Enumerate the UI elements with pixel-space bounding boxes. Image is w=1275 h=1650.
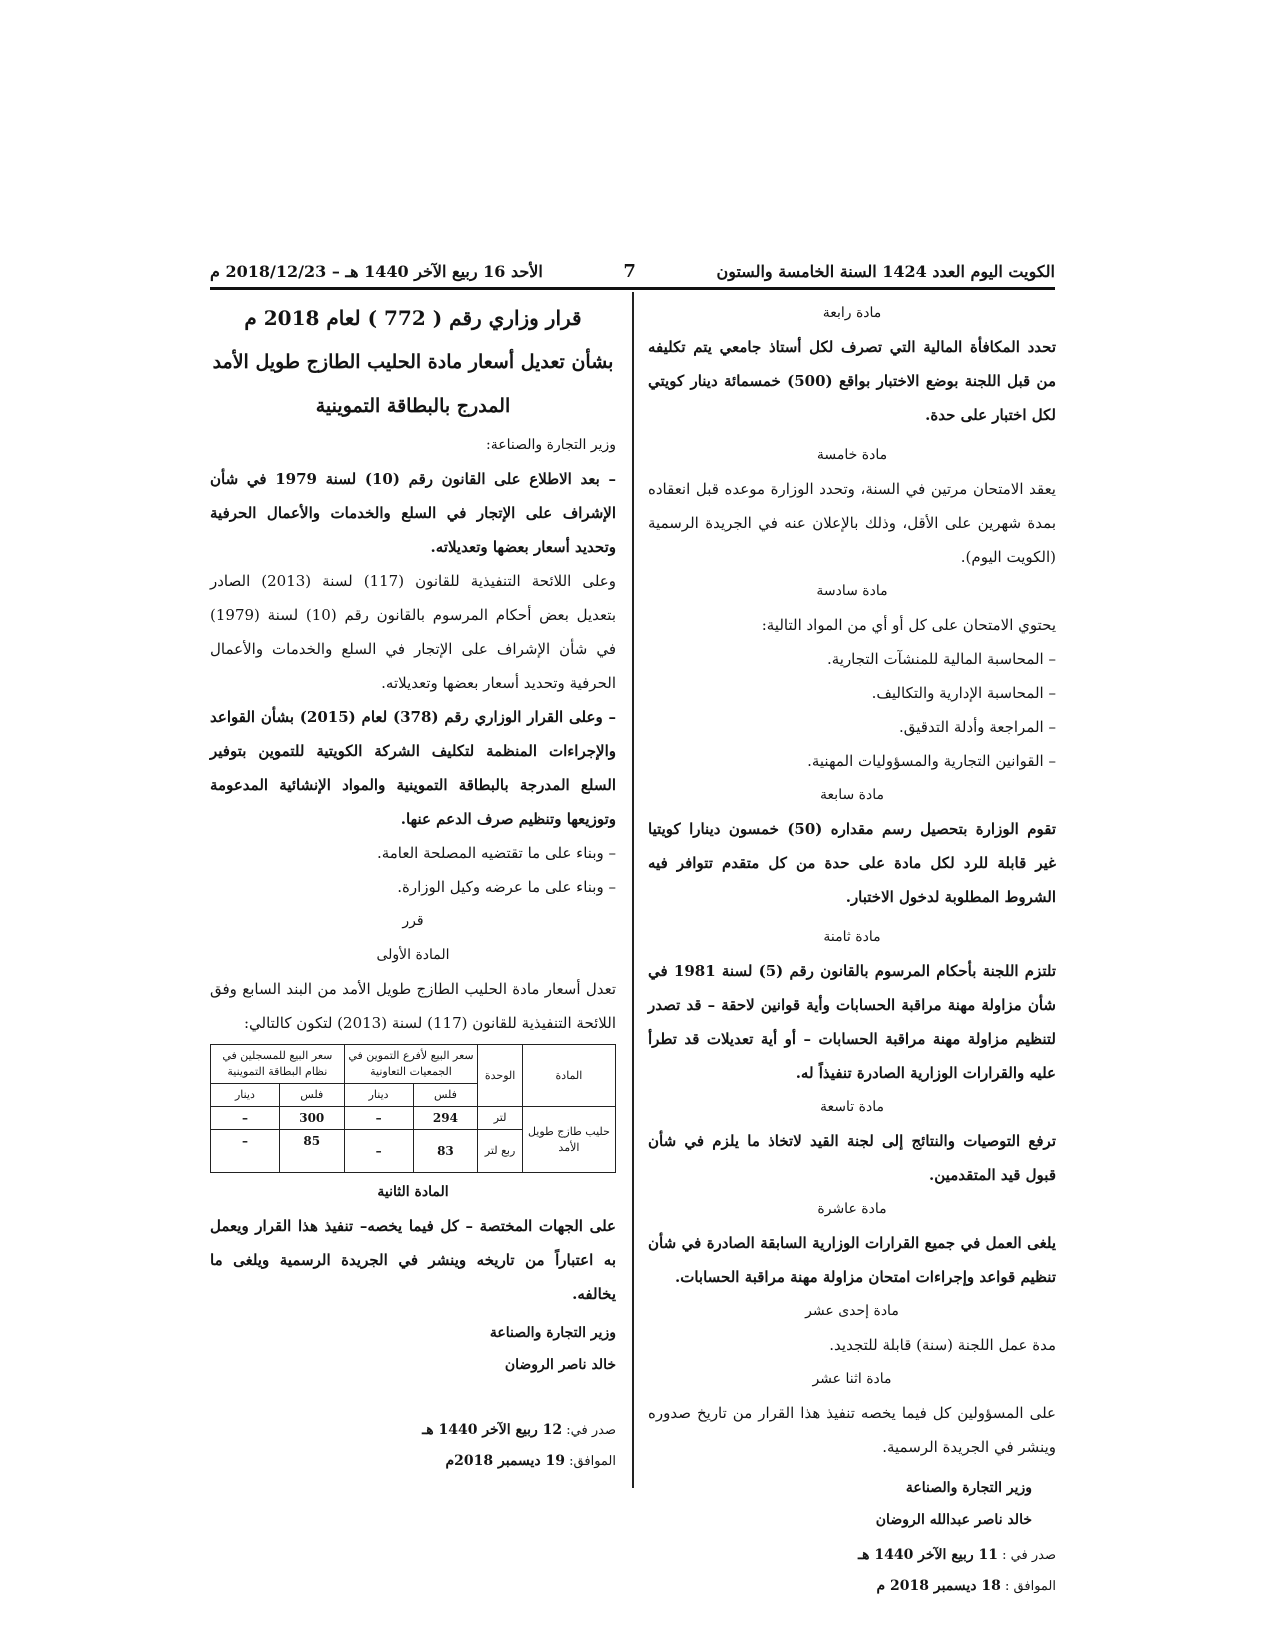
issued-gregorian-date: 19 ديسمبر 2018م xyxy=(445,1453,565,1469)
right-column xyxy=(648,296,1056,1602)
preamble-law-10: – بعد الاطلاع على القانون رقم (10) لسنة 1979 في شأن الإشراف على الإتجار في السلع والخدمات والأعمال الحرفية وتحديد أسعار بعضها وتعديلاته. xyxy=(210,470,616,556)
issue-dates xyxy=(648,1540,1056,1602)
minister-line: وزير التجارة والصناعة: xyxy=(486,437,616,453)
table-header-unit: الوحدة xyxy=(478,1045,523,1107)
article-6-item: – المراجعة وأدلة التدقيق. xyxy=(898,718,1056,736)
article-11-text: مدة عمل اللجنة (سنة) قابلة للتجديد. xyxy=(829,1336,1056,1354)
article-6-item: – المحاسبة المالية للمنشآت التجارية. xyxy=(826,650,1056,668)
table-header-coop-price: سعر البيع لأفرع التموين في الجمعيات التعاونية xyxy=(344,1045,478,1084)
article-11-heading: مادة إحدى عشر xyxy=(805,1303,899,1319)
preamble-undersecretary: – وبناء على ما عرضه وكيل الوزارة. xyxy=(397,878,616,896)
signature-name: خالد ناصر عبدالله الروضان xyxy=(875,1512,1032,1528)
issued-label: صدر في: xyxy=(566,1423,616,1438)
article-6-item: – المحاسبة الإدارية والتكاليف. xyxy=(871,684,1056,702)
article-10-text: يلغى العمل في جميع القرارات الوزارية السابقة الصادرة في شأن تنظيم قواعد وإجراءات امتحان مزاولة مهنة مراقبة الحسابات. xyxy=(648,1234,1056,1286)
article-6-heading: مادة سادسة xyxy=(816,583,888,599)
decision-subject: بشأن تعديل أسعار مادة الحليب الطازج طويل الأمد xyxy=(212,351,614,373)
signature-name: خالد ناصر الروضان xyxy=(504,1357,616,1373)
table-header-item: المادة xyxy=(522,1045,615,1107)
issued-hijri-date: 12 ربيع الآخر 1440 هـ xyxy=(422,1422,563,1438)
preamble-decision-378: – وعلى القرار الوزاري رقم (378) لعام (2015) بشأن القواعد والإجراءات المنظمة لتكليف الشركة الكويتية للتموين بتوفير السلع المدرجة بالبطاقة التموينية والمواد الإنشائية المدعومة وتوزيعها وتنظيم صرف الدعم عنها. xyxy=(210,708,616,828)
table-item-name: حليب طازج طويل الأمد xyxy=(522,1107,615,1173)
table-cell-unit: ربع لتر xyxy=(478,1130,523,1173)
article-9-text: ترفع التوصيات والنتائج إلى لجنة القيد لاتخاذ ما يلزم في شأن قبول قيد المتقدمين. xyxy=(648,1132,1056,1184)
article-2-text: على الجهات المختصة – كل فيما يخصه– تنفيذ هذا القرار ويعمل به اعتباراً من تاريخه وينشر في الجريدة الرسمية ويلغى ما يخالفه. xyxy=(210,1217,616,1303)
table-cell-ration-dinar: – xyxy=(211,1107,280,1130)
article-5-text: يعقد الامتحان مرتين في السنة، وتحدد الوزارة موعده قبل انعقاده بمدة شهرين على الأقل، وذلك بالإعلان عنه في الجريدة الرسمية (الكويت اليوم). xyxy=(648,480,1056,566)
page-number: 7 xyxy=(623,260,636,282)
table-subheader-fils: فلس xyxy=(413,1084,478,1107)
table-subheader-fils: فلس xyxy=(279,1084,344,1107)
table-cell-ration-fils: 300 xyxy=(279,1107,344,1130)
article-4-heading: مادة رابعة xyxy=(822,305,882,321)
table-header-ration-price: سعر البيع للمسجلين في نظام البطاقة التموينية xyxy=(211,1045,345,1084)
article-10-heading: مادة عاشرة xyxy=(817,1201,887,1217)
preamble-regulation-117: وعلى اللائحة التنفيذية للقانون (117) لسنة (2013) الصادر بتعديل بعض أحكام المرسوم بالقانون رقم (10) لسنة (1979) في شأن الإشراف على الإتجار في السلع والخدمات والأعمال الحرفية وتحديد أسعار بعضها وتعديلاته. xyxy=(210,572,616,692)
issued-label: صدر في : xyxy=(1002,1548,1056,1563)
signature-title: وزير التجارة والصناعة xyxy=(489,1325,616,1341)
article-1-heading: المادة الأولى xyxy=(376,947,450,963)
table-cell-coop-fils: 83 xyxy=(413,1130,478,1173)
table-cell-coop-dinar: – xyxy=(344,1130,413,1173)
page-header xyxy=(210,258,1055,284)
article-2-heading: المادة الثانية xyxy=(377,1184,449,1200)
table-cell-coop-dinar: – xyxy=(344,1107,413,1130)
article-9-heading: مادة تاسعة xyxy=(820,1099,884,1115)
table-cell-ration-fils: 85 xyxy=(279,1130,344,1173)
signature-block xyxy=(210,1317,616,1381)
article-6-item: – القوانين التجارية والمسؤوليات المهنية. xyxy=(807,752,1056,770)
decision-subject-cont: المدرج بالبطاقة التموينية xyxy=(315,395,511,417)
decision-title: قرار وزاري رقم ( 772 ) لعام 2018 م xyxy=(244,306,582,330)
issued-gregorian-date: 18 ديسمبر 2018 م xyxy=(876,1578,1001,1594)
issue-dates xyxy=(210,1415,616,1477)
signature-block xyxy=(648,1472,1056,1536)
article-7-text: تقوم الوزارة بتحصيل رسم مقداره (50) خمسون دينارا كويتيا غير قابلة للرد لكل مادة على حدة من كل متقدم تتوافر فيه الشروط المطلوبة لدخول الاختبار. xyxy=(648,820,1056,906)
publication-info: الكويت اليوم العدد 1424 السنة الخامسة والستون xyxy=(716,261,1055,281)
corresponding-label: الموافق: xyxy=(569,1454,616,1469)
table-cell-unit: لتر xyxy=(478,1107,523,1130)
article-12-text: على المسؤولين كل فيما يخصه تنفيذ هذا القرار من تاريخ صدوره وينشر في الجريدة الرسمية. xyxy=(648,1404,1056,1456)
left-column xyxy=(210,296,616,1477)
decided-heading: قرر xyxy=(402,913,424,929)
column-divider xyxy=(632,292,634,1488)
article-8-heading: مادة ثامنة xyxy=(823,929,881,945)
article-4-text: تحدد المكافأة المالية التي تصرف لكل أستاذ جامعي يتم تكليفه من قبل اللجنة بوضع الاختبار بواقع (500) خمسمائة دينار كويتي لكل اختبار على حدة. xyxy=(648,338,1056,424)
table-subheader-dinar: دينار xyxy=(211,1084,280,1107)
table-row xyxy=(211,1107,616,1130)
preamble-public-interest: – وبناء على ما تقتضيه المصلحة العامة. xyxy=(376,844,616,862)
article-6-intro: يحتوي الامتحان على كل أو أي من المواد التالية: xyxy=(761,616,1056,634)
article-8-text: تلتزم اللجنة بأحكام المرسوم بالقانون رقم (5) لسنة 1981 في شأن مزاولة مهنة مراقبة الحسابات وأية قوانين لاحقة – قد تصدر لتنظيم مزاولة مهنة مراقبة الحسابات – أو أية تعديلات قد تطرأ عليه والقرارات الوزارية الصادرة تنفيذاً له. xyxy=(648,962,1057,1082)
table-cell-ration-dinar: – xyxy=(211,1130,280,1173)
article-1-text: تعدل أسعار مادة الحليب الطازج طويل الأمد من البند السابع وفق اللائحة التنفيذية للقانون (117) لسنة (2013) لتكون كالتالي: xyxy=(210,980,616,1032)
price-table xyxy=(210,1044,616,1173)
table-cell-coop-fils: 294 xyxy=(413,1107,478,1130)
header-rule xyxy=(210,287,1055,290)
table-header-row xyxy=(211,1045,616,1084)
table-subheader-dinar: دينار xyxy=(344,1084,413,1107)
corresponding-label: الموافق : xyxy=(1005,1579,1056,1594)
article-12-heading: مادة اثنا عشر xyxy=(812,1371,892,1387)
article-5-heading: مادة خامسة xyxy=(816,447,888,463)
article-7-heading: مادة سابعة xyxy=(820,787,884,803)
issue-date: الأحد 16 ربيع الآخر 1440 هـ – 2018/12/23 م xyxy=(210,261,543,281)
issued-hijri-date: 11 ربيع الآخر 1440 هـ xyxy=(857,1547,999,1563)
signature-title: وزير التجارة والصناعة xyxy=(905,1480,1032,1496)
